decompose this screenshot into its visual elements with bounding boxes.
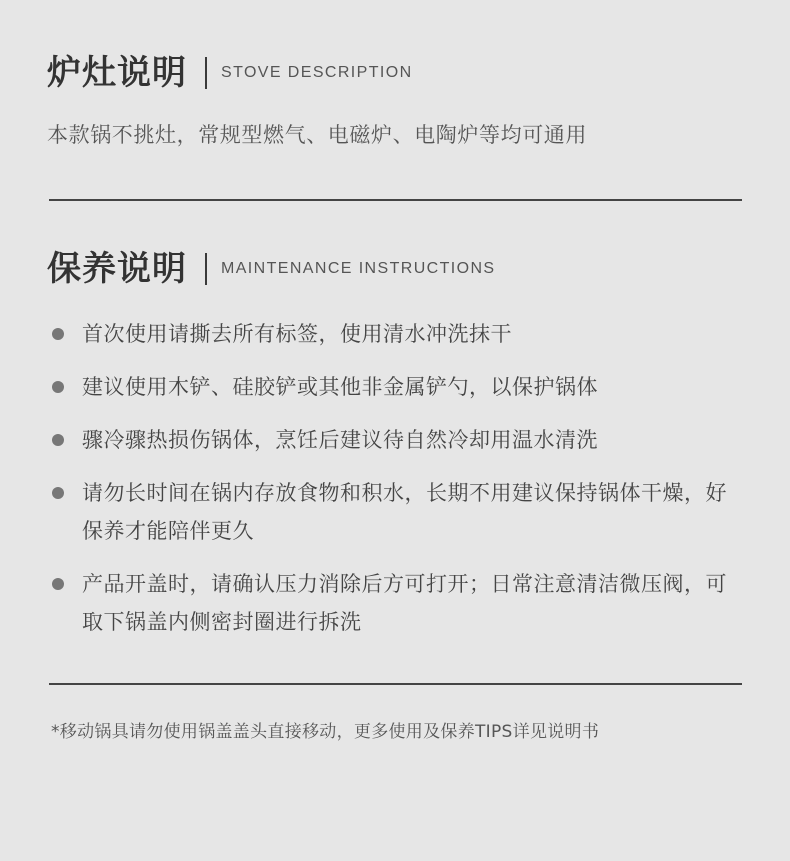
stove-section-title: 炉灶说明 xyxy=(47,53,187,93)
stove-description-text: 本款锅不挑灶，常规型燃气、电磁炉、电陶炉等均可通用 xyxy=(47,123,587,147)
list-item-text: 骤冷骤热损伤锅体，烹饪后建议待自然冷却用温水清洗 xyxy=(82,428,598,452)
section-divider xyxy=(49,683,742,685)
list-item-text: 产品开盖时，请确认压力消除后方可打开；日常注意清洁微压阀，可取下锅盖内侧密封圈进行拆洗 xyxy=(82,572,727,634)
list-item xyxy=(52,421,752,459)
title-divider xyxy=(205,253,207,285)
list-item-text: 建议使用木铲、硅胶铲或其他非金属铲勺，以保护锅体 xyxy=(82,375,598,399)
list-item-text: 首次使用请撕去所有标签，使用清水冲洗抹干 xyxy=(82,322,512,346)
list-item xyxy=(52,315,752,353)
bullet-dot-icon xyxy=(52,434,64,446)
list-item-text: 请勿长时间在锅内存放食物和积水，长期不用建议保持锅体干燥，好保养才能陪伴更久 xyxy=(82,481,727,543)
list-item xyxy=(52,565,752,641)
bullet-dot-icon xyxy=(52,328,64,340)
bullet-dot-icon xyxy=(52,578,64,590)
stove-section-header xyxy=(47,53,413,93)
maintenance-list xyxy=(52,315,752,656)
maintenance-section-subtitle: MAINTENANCE INSTRUCTIONS xyxy=(221,260,496,277)
title-divider xyxy=(205,57,207,89)
maintenance-section-title: 保养说明 xyxy=(47,249,187,289)
list-item xyxy=(52,368,752,406)
bullet-dot-icon xyxy=(52,487,64,499)
maintenance-section-header xyxy=(47,249,496,289)
stove-section-subtitle: STOVE DESCRIPTION xyxy=(221,64,413,81)
list-item xyxy=(52,474,752,550)
footnote: *移动锅具请勿使用锅盖盖头直接移动，更多使用及保养TIPS详见说明书 xyxy=(51,722,600,742)
section-divider xyxy=(49,199,742,201)
bullet-dot-icon xyxy=(52,381,64,393)
